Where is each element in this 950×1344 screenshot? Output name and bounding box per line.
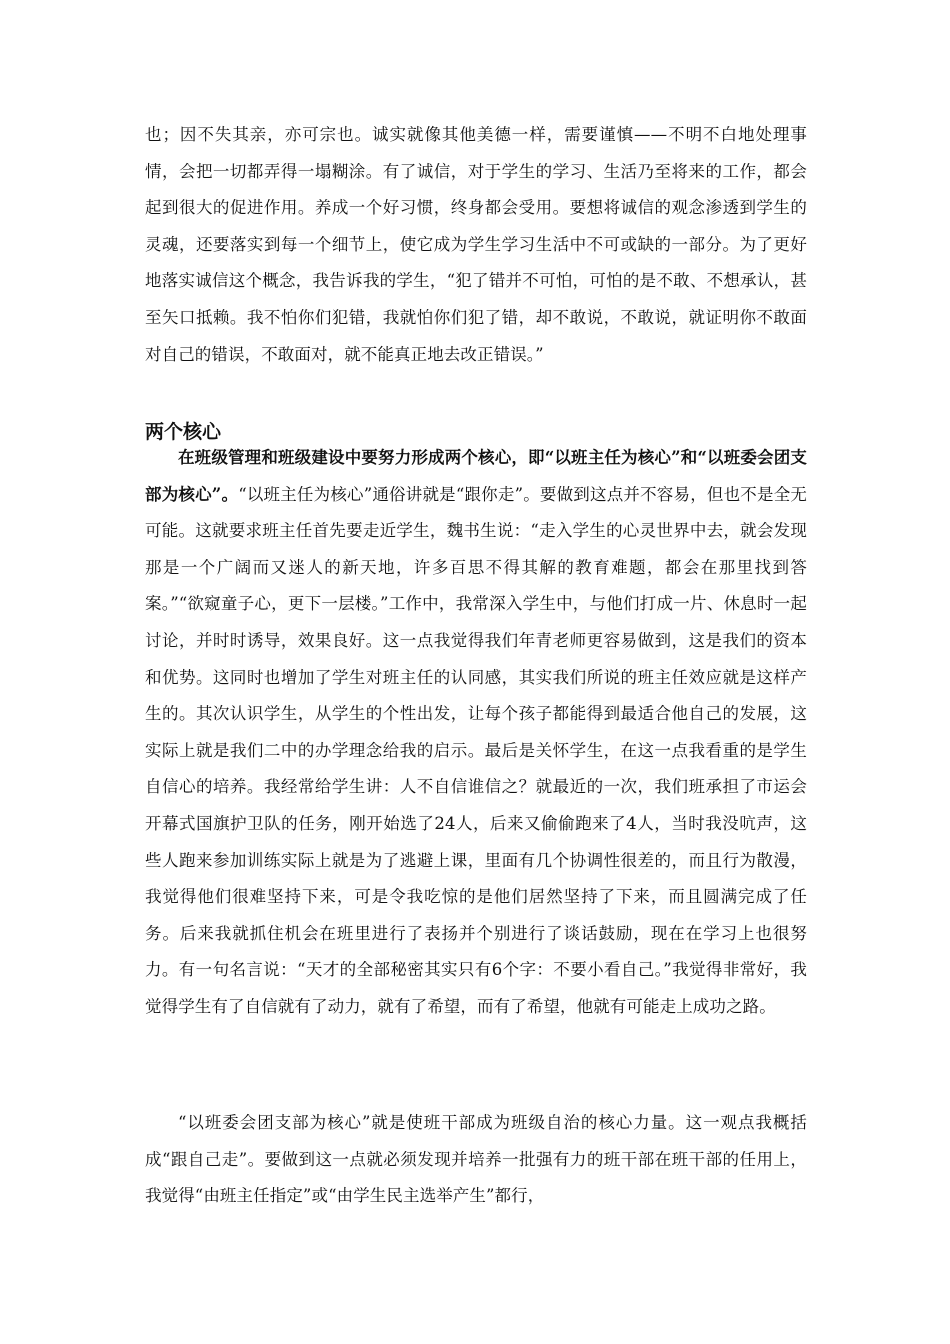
paragraph-committee-text: “以班委会团支部为核心”就是使班干部成为班级自治的核心力量。这一观点我概括成“跟自己走”。要做到这一点就必须发现并培养一批强有力的班干部在班干部的任用上，我觉得“由班主任指定”或“由学生民主选举产生”都行， (145, 1113, 807, 1206)
paragraph-two-cores-text (145, 440, 807, 1026)
paragraph-integrity-text: 也；因不失其亲，亦可宗也。诚实就像其他美德一样，需要谨慎——不明不白地处理事情，会把一切都弄得一塌糊涂。有了诚信，对于学生的学习、生活乃至将来的工作，都会起到很大的促进作用。养成一个好习惯，终身都会受用。要想将诚信的观念渗透到学生的灵魂，还要落实到每一个细节上，使它成为学生学习生活中不可或缺的一部分。为了更好地落实诚信这个概念，我告诉我的学生，“犯了错并不可怕，可怕的是不敢、不想承认，甚至矢口抵赖。我不怕你们犯错，我就怕你们犯了错，却不敢说，不敢说，就证明你不敢面对自己的错误，不敢面对，就不能真正地去改正错误。” (145, 125, 807, 364)
paragraph-committee (145, 1105, 807, 1215)
section-heading: 两个核心 (145, 421, 222, 443)
paragraph-two-cores-body: “以班主任为核心”通俗讲就是“跟你走”。要做到这点并不容易，但也不是全无可能。这就要求班主任首先要走近学生，魏书生说：“走入学生的心灵世界中去，就会发现那是一个广阔而又迷人的新天地，许多百思不得其解的教育难题，都会在那里找到答案。”“欲窥童子心，更下一层楼。”工作中，我常深入学生中，与他们打成一片、休息时一起讨论，并时时诱导，效果良好。这一点我觉得我们年青老师更容易做到，这是我们的资本和优势。这同时也增加了学生对班主任的认同感，其实我们所说的班主任效应就是这样产生的。其次认识学生，从学生的个性出发，让每个孩子都能得到最适合他自己的发展，这实际上就是我们二中的办学理念给我的启示。最后是关怀学生，在这一点我看重的是学生自信心的培养。我经常给学生讲：人不自信谁信之？就最近的一次，我们班承担了市运会开幕式国旗护卫队的任务，刚开始选了24人，后来又偷偷跑来了4人，当时我没吭声，这些人跑来参加训练实际上就是为了逃避上课，里面有几个协调性很差的，而且行为散漫，我觉得他们很难坚持下来，可是令我吃惊的是他们居然坚持了下来，而且圆满完成了任务。后来我就抓住机会在班里进行了表扬并个别进行了谈话鼓励，现在在学习上也很努力。有一句名言说：“天才的全部秘密其实只有6个字：不要小看自己。”我觉得非常好，我觉得学生有了自信就有了动力，就有了希望，而有了希望，他就有可能走上成功之路。 (145, 484, 807, 1016)
paragraph-integrity (145, 117, 807, 373)
paragraph-two-cores-bold-lead: 在班级管理和班级建设中要努力形成两个核心，即“以班主任为核心”和“以班委会团支部为核心”。 (145, 448, 807, 504)
paragraph-two-cores (145, 440, 807, 1026)
